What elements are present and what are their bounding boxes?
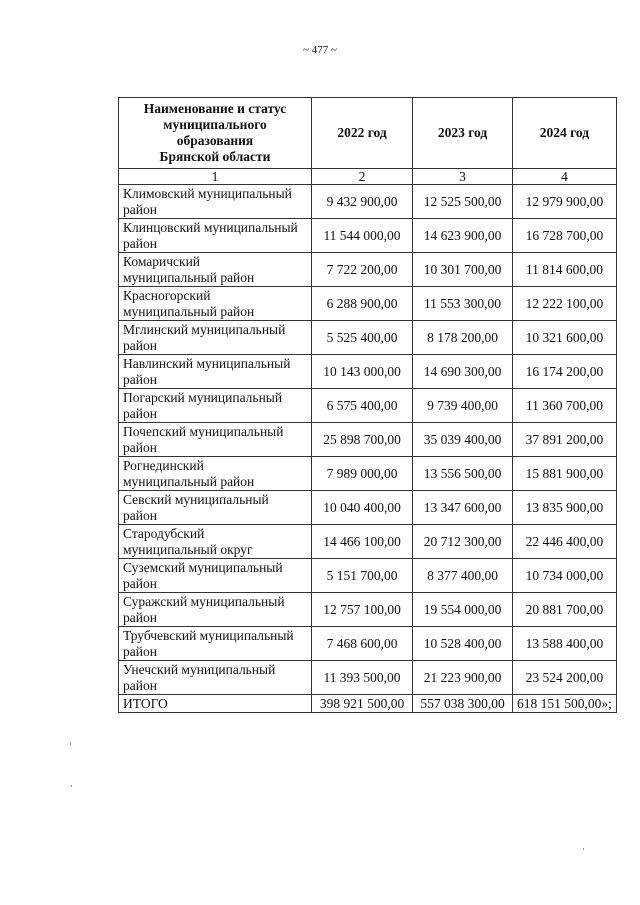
amount-2022: 25 898 700,00 bbox=[312, 423, 413, 457]
amount-2024: 20 881 700,00 bbox=[513, 593, 617, 627]
amount-2024: 37 891 200,00 bbox=[513, 423, 617, 457]
amount-2023: 9 739 400,00 bbox=[413, 389, 513, 423]
municipality-name-line: Климовский муниципальный bbox=[123, 185, 292, 201]
municipality-name-line: Почепский муниципальный bbox=[123, 423, 284, 439]
municipality-name-line: район bbox=[123, 235, 157, 251]
amount-2024: 11 360 700,00 bbox=[513, 389, 617, 423]
column-number: 3 bbox=[413, 169, 513, 185]
municipality-name-line: район bbox=[123, 643, 157, 659]
municipality-name-line: Стародубский bbox=[123, 525, 205, 541]
municipality-name-line: Суземский муниципальный bbox=[123, 559, 283, 575]
municipality-name bbox=[119, 525, 312, 559]
header-year-2024: 2024 год bbox=[513, 98, 617, 169]
amount-2024: 16 174 200,00 bbox=[513, 355, 617, 389]
scan-speck bbox=[583, 848, 584, 850]
amount-2023: 12 525 500,00 bbox=[413, 185, 513, 219]
scan-speck bbox=[70, 742, 71, 745]
municipality-name-line: Погарский муниципальный bbox=[123, 389, 283, 405]
column-number-row bbox=[119, 169, 617, 185]
table-row bbox=[119, 457, 617, 491]
table-row bbox=[119, 491, 617, 525]
municipality-name-line: район bbox=[123, 575, 157, 591]
municipality-name bbox=[119, 559, 312, 593]
amount-2024: 13 588 400,00 bbox=[513, 627, 617, 661]
municipality-name-line: район bbox=[123, 677, 157, 693]
table-row bbox=[119, 253, 617, 287]
amount-2024: 12 979 900,00 bbox=[513, 185, 617, 219]
municipality-name-line: район bbox=[123, 371, 157, 387]
municipality-name-line: район bbox=[123, 439, 157, 455]
municipality-name-line: Красногорский bbox=[123, 287, 211, 303]
municipality-name bbox=[119, 287, 312, 321]
amount-2022: 7 468 600,00 bbox=[312, 627, 413, 661]
municipality-name bbox=[119, 321, 312, 355]
amount-2023: 20 712 300,00 bbox=[413, 525, 513, 559]
municipality-name-line: Клинцовский муниципальный bbox=[123, 219, 298, 235]
municipality-name bbox=[119, 219, 312, 253]
municipality-name-line: Комаричский bbox=[123, 253, 201, 269]
municipality-name-line: Севский муниципальный bbox=[123, 491, 269, 507]
amount-2024: 15 881 900,00 bbox=[513, 457, 617, 491]
amount-2024: 16 728 700,00 bbox=[513, 219, 617, 253]
amount-2024: 12 222 100,00 bbox=[513, 287, 617, 321]
amount-2023: 10 528 400,00 bbox=[413, 627, 513, 661]
column-number: 1 bbox=[119, 169, 312, 185]
table-row bbox=[119, 355, 617, 389]
header-line: Наименование и статус bbox=[143, 101, 287, 116]
municipality-name-line: Навлинский муниципальный bbox=[123, 355, 291, 371]
header-line: Брянской области bbox=[159, 149, 271, 164]
amount-2023: 14 623 900,00 bbox=[413, 219, 513, 253]
table-row bbox=[119, 525, 617, 559]
header-line: образования bbox=[176, 133, 254, 148]
table-row bbox=[119, 593, 617, 627]
amount-2022: 10 143 000,00 bbox=[312, 355, 413, 389]
scan-speck bbox=[71, 785, 72, 787]
municipality-name-line: Унечский муниципальный bbox=[123, 661, 276, 677]
municipality-name-line: муниципальный район bbox=[123, 269, 255, 285]
municipality-name bbox=[119, 253, 312, 287]
municipality-name-line: муниципальный район bbox=[123, 473, 255, 489]
amount-2024: 23 524 200,00 bbox=[513, 661, 617, 695]
municipality-name bbox=[119, 185, 312, 219]
municipality-name-line: район bbox=[123, 337, 157, 353]
amount-2022: 11 544 000,00 bbox=[312, 219, 413, 253]
amount-2024: 22 446 400,00 bbox=[513, 525, 617, 559]
amount-2022: 6 288 900,00 bbox=[312, 287, 413, 321]
amount-2023: 21 223 900,00 bbox=[413, 661, 513, 695]
amount-2022: 6 575 400,00 bbox=[312, 389, 413, 423]
header-municipality bbox=[119, 98, 312, 169]
municipality-name-line: район bbox=[123, 609, 157, 625]
budget-table bbox=[118, 97, 617, 713]
amount-2022: 7 989 000,00 bbox=[312, 457, 413, 491]
amount-2022: 5 151 700,00 bbox=[312, 559, 413, 593]
municipality-name-line: Суражский муниципальный bbox=[123, 593, 285, 609]
total-2023: 557 038 300,00 bbox=[413, 695, 513, 713]
municipality-name-line: Мглинский муниципальный bbox=[123, 321, 286, 337]
amount-2023: 10 301 700,00 bbox=[413, 253, 513, 287]
header-year-2022: 2022 год bbox=[312, 98, 413, 169]
amount-2023: 11 553 300,00 bbox=[413, 287, 513, 321]
municipality-name bbox=[119, 491, 312, 525]
table-row bbox=[119, 321, 617, 355]
municipality-name bbox=[119, 389, 312, 423]
amount-2023: 13 556 500,00 bbox=[413, 457, 513, 491]
amount-2023: 8 377 400,00 bbox=[413, 559, 513, 593]
amount-2022: 9 432 900,00 bbox=[312, 185, 413, 219]
municipality-name-line: район bbox=[123, 507, 157, 523]
amount-2023: 19 554 000,00 bbox=[413, 593, 513, 627]
amount-2024: 10 734 000,00 bbox=[513, 559, 617, 593]
column-number: 4 bbox=[513, 169, 617, 185]
amount-2022: 10 040 400,00 bbox=[312, 491, 413, 525]
amount-2024: 10 321 600,00 bbox=[513, 321, 617, 355]
header-line: муниципального bbox=[163, 117, 267, 132]
municipality-name bbox=[119, 355, 312, 389]
municipality-name bbox=[119, 457, 312, 491]
amount-2023: 35 039 400,00 bbox=[413, 423, 513, 457]
municipality-name-line: муниципальный округ bbox=[123, 541, 253, 557]
table-header-row bbox=[119, 98, 617, 169]
column-number: 2 bbox=[312, 169, 413, 185]
amount-2022: 12 757 100,00 bbox=[312, 593, 413, 627]
amount-2022: 11 393 500,00 bbox=[312, 661, 413, 695]
table-row bbox=[119, 661, 617, 695]
municipality-name bbox=[119, 627, 312, 661]
amount-2023: 13 347 600,00 bbox=[413, 491, 513, 525]
total-row bbox=[119, 695, 617, 713]
table-row bbox=[119, 559, 617, 593]
table-row bbox=[119, 185, 617, 219]
amount-2022: 5 525 400,00 bbox=[312, 321, 413, 355]
municipality-name bbox=[119, 423, 312, 457]
municipality-name bbox=[119, 593, 312, 627]
amount-2024: 11 814 600,00 bbox=[513, 253, 617, 287]
table-row bbox=[119, 389, 617, 423]
municipality-name-line: район bbox=[123, 405, 157, 421]
amount-2022: 14 466 100,00 bbox=[312, 525, 413, 559]
amount-2023: 8 178 200,00 bbox=[413, 321, 513, 355]
amount-2024: 13 835 900,00 bbox=[513, 491, 617, 525]
header-year-2023: 2023 год bbox=[413, 98, 513, 169]
municipality-name-line: Трубчевский муниципальный bbox=[123, 627, 294, 643]
municipality-name-line: муниципальный район bbox=[123, 303, 255, 319]
table-row bbox=[119, 287, 617, 321]
municipality-name bbox=[119, 661, 312, 695]
amount-2023: 14 690 300,00 bbox=[413, 355, 513, 389]
table-row bbox=[119, 423, 617, 457]
total-label: ИТОГО bbox=[119, 695, 312, 713]
amount-2022: 7 722 200,00 bbox=[312, 253, 413, 287]
page-number: ~ 477 ~ bbox=[303, 44, 337, 56]
table-row bbox=[119, 219, 617, 253]
table-row bbox=[119, 627, 617, 661]
total-2022: 398 921 500,00 bbox=[312, 695, 413, 713]
total-2024: 618 151 500,00»; bbox=[513, 695, 617, 713]
municipality-name-line: Рогнединский bbox=[123, 457, 204, 473]
municipality-name-line: район bbox=[123, 201, 157, 217]
